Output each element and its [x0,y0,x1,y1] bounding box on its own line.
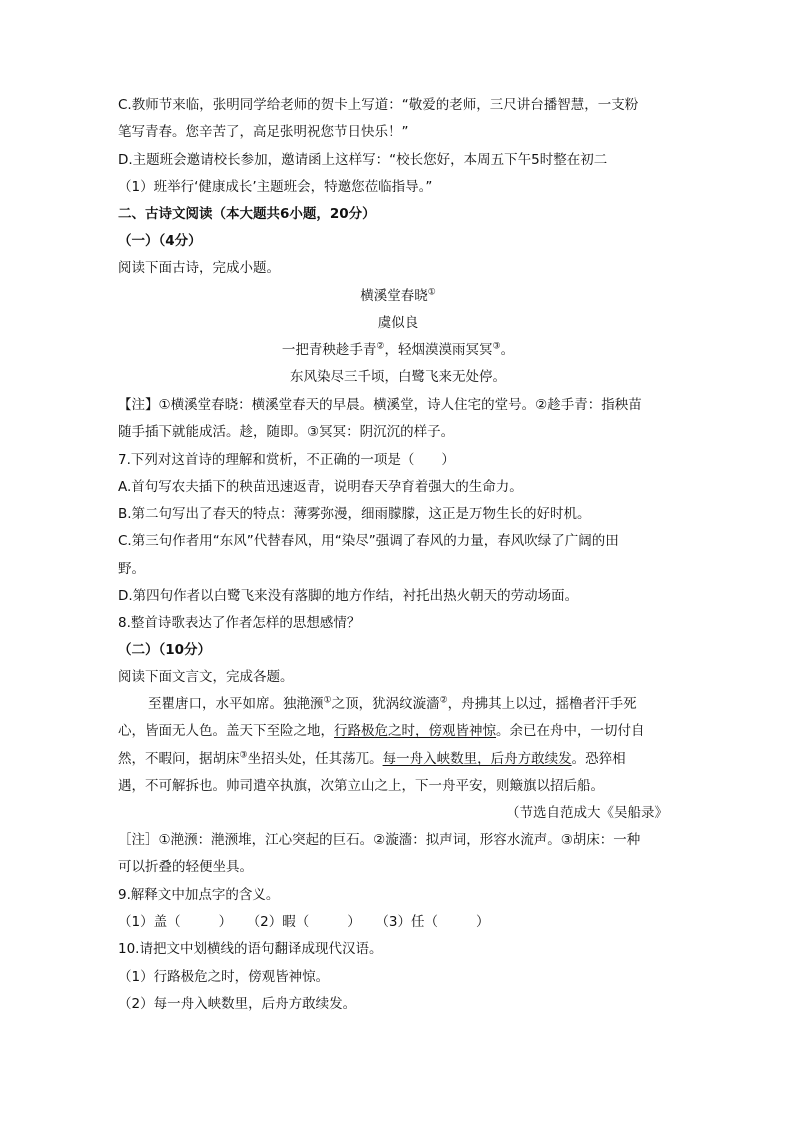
option-c-line2: 笔写青春。您辛苦了，高足张明祝您节日快乐！” [118,124,409,140]
question-9-items [118,913,678,931]
part-two-heading: （二）（10分） [118,642,212,658]
passage-text: 。恐猝相 [571,751,626,767]
passage-text: ，舟拂其上以过，摇橹者汗手死 [447,696,637,712]
question-10-sentence-2: （2）每一舟入峡数里，后舟方敢续发。 [118,996,357,1012]
passage-instruction: 阅读下面文言文，完成各题。 [118,669,294,685]
poem-text: 一把青秧趁手青 [281,342,377,358]
bracket: ） [475,914,490,930]
question-7-stem: 7.下列对这首诗的理解和赏析，不正确的一项是（ ） [118,452,455,468]
poem-title-text: 横溪堂春晓 [360,288,428,304]
question-7-option-c-line2: 野。 [118,561,145,577]
underlined-sentence-1: 行路极危之时，傍观皆神惊 [334,723,496,739]
question-10-sentence-1: （1）行路极危之时，傍观皆神惊。 [118,969,330,985]
question-7-option-a: A.首句写农夫插下的秧苗迅速返青，说明春天孕育着强大的生命力。 [118,479,523,495]
passage-line-3 [118,750,678,768]
option-d-line1: D.主题班会邀请校长参加，邀请函上这样写：“校长您好，本周五下午5时整在初二 [118,152,608,168]
option-d-line2: （1）班举行‘健康成长’主题班会，特邀您莅临指导。” [118,179,433,195]
poem-notes-line2: 随手插下就能成活。趁，随即。③冥冥：阴沉沉的样子。 [118,424,455,440]
question-10-stem: 10.请把文中划横线的语句翻译成现代汉语。 [118,941,383,957]
poem-author: 虞似良 [377,315,419,331]
passage-notes-line1: ［注］①滟滪：滟滪堆，江心突起的巨石。②漩濇：拟声词，形容水流声。③胡床：一种 [118,832,641,848]
part-one-heading: （一）（4分） [118,233,202,249]
poem-text: 。 [500,342,515,358]
footnote-marker: ② [439,695,448,706]
poem-notes-line1: 【注】①横溪堂春晓：横溪堂春天的早晨。横溪堂，诗人住宅的堂号。②趁手青：指秧苗 [118,397,642,413]
question-7-option-d: D.第四句作者以白鹭飞来没有落脚的地方作结，衬托出热火朝天的劳动场面。 [118,588,579,604]
bracket: ） [218,914,233,930]
footnote-marker: ① [323,695,332,706]
passage-line-1 [148,695,678,713]
question-7-option-c-line1: C.第三句作者用“东风”代替春风，用“染尽”强调了春风的力量，春风吹绿了广阔的田 [118,533,619,549]
passage-notes-line2: 可以折叠的轻便坐具。 [118,859,253,875]
answer-blank-1-label: （1）盖（ [118,914,181,930]
passage-text: 然，不暇问，据胡床 [118,751,240,767]
passage-line-4: 遇，不可解拆也。帅司遣卒执旗，次第立山之上，下一舟平安，则簸旗以招后船。 [118,778,604,794]
question-9-stem: 9.解释文中加点字的含义。 [118,887,280,903]
poem-instruction: 阅读下面古诗，完成小题。 [118,260,280,276]
poem-line-1 [118,341,678,359]
poem-text: ，轻烟漠漠雨冥冥 [384,342,493,358]
option-c-line1: C.教师节来临，张明同学给老师的贺卡上写道：“敬爱的老师，三尺讲台播智慧，一支粉 [118,97,639,113]
passage-line-2 [118,722,678,740]
answer-blank-3-label: （3）任（ [375,914,438,930]
underlined-sentence-2: 每一舟入峡数里，后舟方敢续发 [382,751,572,767]
passage-text: 坐招头处，任其荡兀。 [247,751,383,767]
passage-source: （节选自范成大《吴船录》 [506,805,668,821]
footnote-marker: ① [427,287,436,298]
poem-title [118,287,678,305]
bracket: ） [347,914,361,930]
footnote-marker: ③ [239,750,248,761]
question-7-option-b: B.第二句写出了春天的特点：薄雾弥漫，细雨朦朦，这正是万物生长的好时机。 [118,506,591,522]
poem-line-2: 东风染尽三千顷，白鹭飞来无处停。 [290,369,506,385]
question-8-stem: 8.整首诗歌表达了作者怎样的思想感情？ [118,615,361,631]
passage-text: 之顶，犹涡纹漩濇 [331,696,440,712]
passage-text: 心，皆面无人色。盖天下至险之地， [118,723,334,739]
passage-text: 。余已在舟中，一切付自 [496,723,645,739]
footnote-marker: ③ [492,341,501,352]
footnote-marker: ② [376,341,385,352]
passage-text: 至瞿唐口，水平如席。独滟滪 [148,696,324,712]
section-heading: 二、古诗文阅读（本大题共6小题，20分） [118,206,376,222]
answer-blank-2-label: （2）暇（ [246,914,310,930]
